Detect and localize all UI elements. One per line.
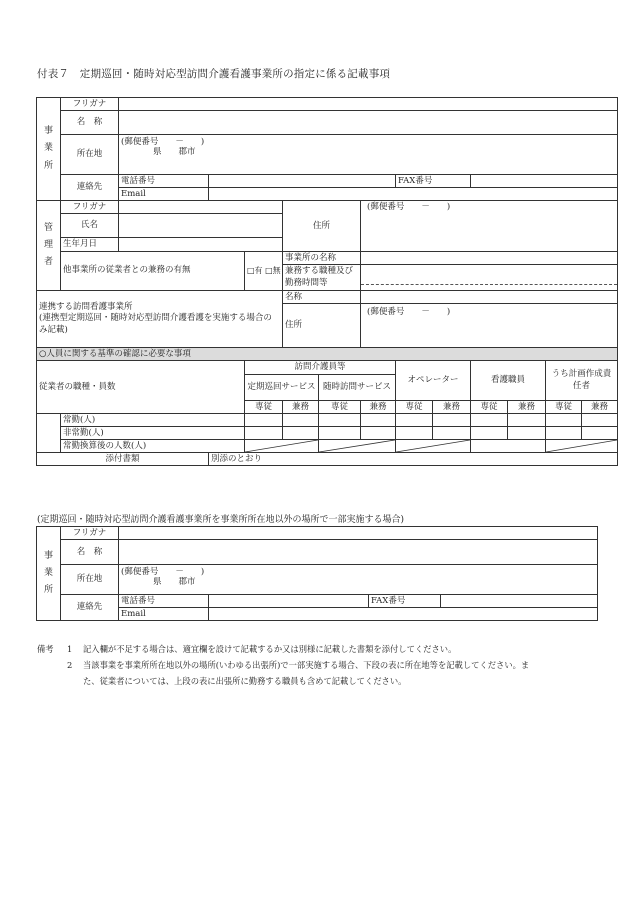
nursing-address-label: 住所 xyxy=(283,304,361,348)
office-group-label: 事 業 所 xyxy=(37,98,61,201)
office-location-label: 所在地 xyxy=(61,135,119,175)
periodic-concurrent-header: 兼務 xyxy=(283,401,319,414)
branch-phone-label: 電話番号 xyxy=(119,595,209,608)
table-row xyxy=(37,414,618,427)
ondemand-service-header: 随時訪問サービス xyxy=(319,375,396,401)
manager-furigana-field[interactable] xyxy=(119,201,283,214)
cell[interactable] xyxy=(582,427,618,440)
notes-section xyxy=(37,641,602,689)
branch-postal: (郵便番号 － ) xyxy=(121,567,205,577)
branch-location-label: 所在地 xyxy=(61,565,119,595)
manager-concurrent-options[interactable] xyxy=(245,252,283,291)
nursing-name-label: 名称 xyxy=(283,291,361,304)
fte-operator-cell xyxy=(396,440,471,453)
homecare-worker-header: 訪問介護員等 xyxy=(245,361,396,375)
office-pref-city: 県 郡市 xyxy=(153,147,196,158)
main-form-table xyxy=(36,97,618,466)
manager-name-label: 氏名 xyxy=(61,214,119,238)
office-phone-field[interactable] xyxy=(209,175,396,188)
cell[interactable] xyxy=(471,427,508,440)
cell[interactable] xyxy=(396,414,433,427)
cell[interactable] xyxy=(319,414,361,427)
cell[interactable] xyxy=(396,427,433,440)
attachments-label: 添付書類 xyxy=(37,453,209,466)
manager-address-field[interactable] xyxy=(361,201,618,252)
periodic-service-header: 定期巡回サービス xyxy=(245,375,319,401)
cell[interactable] xyxy=(245,414,283,427)
manager-concurrent-label: 他事業所の従業者との兼務の有無 xyxy=(61,252,245,291)
branch-location-field[interactable] xyxy=(119,565,598,595)
branch-furigana-field[interactable] xyxy=(119,527,598,540)
concurrent-job-field[interactable] xyxy=(361,265,618,291)
row-fulltime-label: 常勤(人) xyxy=(61,414,245,427)
row-fte-label: 常勤換算後の人数(人) xyxy=(61,440,245,453)
concurrent-job-label: 兼務する職種及び勤務時間等 xyxy=(283,265,361,291)
manager-furigana-label: フリガナ xyxy=(61,201,119,214)
table-row xyxy=(37,440,618,453)
staff-section-header: ○人員に関する基準の確認に必要な事項 xyxy=(37,348,618,361)
fte-planner-cell xyxy=(546,440,618,453)
operator-fulltime-header: 専従 xyxy=(396,401,433,414)
nursing-address-field[interactable] xyxy=(361,304,618,348)
branch-email-field[interactable] xyxy=(209,608,598,621)
office-email-label: Email xyxy=(119,188,209,201)
planner-concurrent-header: 兼務 xyxy=(582,401,618,414)
cell[interactable] xyxy=(283,414,319,427)
cell[interactable] xyxy=(319,427,361,440)
branch-group-label: 事 業 所 xyxy=(37,527,61,621)
nurse-concurrent-header: 兼務 xyxy=(508,401,546,414)
nurse-header: 看護職員 xyxy=(471,361,546,401)
cell[interactable] xyxy=(582,414,618,427)
office-contact-label: 連絡先 xyxy=(61,175,119,201)
nursing-name-field[interactable] xyxy=(361,291,618,304)
manager-name-field[interactable] xyxy=(119,214,283,238)
office-fax-field[interactable] xyxy=(471,175,618,188)
operator-concurrent-header: 兼務 xyxy=(433,401,471,414)
cell[interactable] xyxy=(283,427,319,440)
branch-fax-field[interactable] xyxy=(441,595,598,608)
office-location-field[interactable] xyxy=(119,135,618,175)
branch-name-field[interactable] xyxy=(119,540,598,565)
concurrent-no-checkbox[interactable]: □無 xyxy=(265,266,281,276)
staff-job-label: 従業者の職種・員数 xyxy=(37,361,245,414)
nursing-office-label-cell xyxy=(37,291,283,348)
branch-phone-field[interactable] xyxy=(209,595,369,608)
cell[interactable] xyxy=(433,414,471,427)
other-office-name-label: 事業所の名称 xyxy=(283,252,361,265)
ondemand-concurrent-header: 兼務 xyxy=(361,401,396,414)
nurse-fulltime-header: 専従 xyxy=(471,401,508,414)
note-text: 記入欄が不足する場合は、適宜欄を設けて記載するか又は別様に記載した書類を添付してください。 xyxy=(83,644,457,654)
periodic-fulltime-header: 専従 xyxy=(245,401,283,414)
table-row xyxy=(37,427,618,440)
nursing-postal: (郵便番号 － ) xyxy=(367,307,451,317)
office-postal: (郵便番号 － ) xyxy=(121,137,205,147)
concurrent-yes-checkbox[interactable]: □有 xyxy=(247,266,263,276)
note-item: 備考 1 記入欄が不足する場合は、適宜欄を設けて記載するか又は別様に記載した書類を添付してください。 xyxy=(37,641,602,657)
branch-section-title: (定期巡回・随時対応型訪問介護看護事業所を事業所所在地以外の場所で一部実施する場合) xyxy=(37,515,405,525)
note-text: 当該事業を事業所所在地以外の場所(いわゆる出張所)で一部実施する場合、下段の表に所在地等を記載してください。ま xyxy=(83,660,530,670)
planner-header: うち計画作成責任者 xyxy=(546,361,618,401)
office-name-label: 名 称 xyxy=(61,111,119,135)
branch-form-table xyxy=(36,526,598,621)
cell[interactable] xyxy=(508,414,546,427)
branch-pref-city: 県 郡市 xyxy=(153,577,196,588)
cell[interactable] xyxy=(361,427,396,440)
manager-birthdate-field[interactable] xyxy=(119,238,283,252)
office-phone-label: 電話番号 xyxy=(119,175,209,188)
attachments-value: 別添のとおり xyxy=(209,453,618,466)
cell[interactable] xyxy=(471,414,508,427)
ondemand-fulltime-header: 専従 xyxy=(319,401,361,414)
office-furigana-label: フリガナ xyxy=(61,98,119,111)
branch-email-label: Email xyxy=(119,608,209,621)
planner-fulltime-header: 専従 xyxy=(546,401,582,414)
fte-ondemand-cell xyxy=(319,440,396,453)
branch-contact-label: 連絡先 xyxy=(61,595,119,621)
cell[interactable] xyxy=(433,427,471,440)
office-fax-label: FAX番号 xyxy=(396,175,471,188)
manager-birthdate-label: 生年月日 xyxy=(61,238,119,252)
nursing-office-note: (連携型定期巡回・随時対応型訪問介護看護を実施する場合のみ記載) xyxy=(39,313,272,335)
document-title: 付表７ 定期巡回・随時対応型訪問介護看護事業所の指定に係る記載事項 xyxy=(37,68,391,80)
branch-furigana-label: フリガナ xyxy=(61,527,119,540)
manager-address-label: 住所 xyxy=(283,201,361,252)
branch-fax-label: FAX番号 xyxy=(369,595,441,608)
note-item: 2 当該事業を事業所所在地以外の場所(いわゆる出張所)で一部実施する場合、下段の表に所在地等を記載してください。ま xyxy=(37,657,602,673)
office-email-field[interactable] xyxy=(209,188,618,201)
cell[interactable] xyxy=(361,414,396,427)
nursing-office-label: 連携する訪問看護事業所 xyxy=(39,301,133,312)
notes-label: 備考 xyxy=(37,644,54,654)
cell[interactable] xyxy=(546,427,582,440)
cell[interactable] xyxy=(546,414,582,427)
manager-postal: (郵便番号 － ) xyxy=(367,202,451,212)
branch-name-label: 名 称 xyxy=(61,540,119,565)
cell[interactable] xyxy=(508,427,546,440)
fte-periodic-cell xyxy=(245,440,319,453)
note-text: た、従業者については、上段の表に出張所に勤務する職員も含めて記載してください。 xyxy=(83,676,407,686)
row-parttime-label: 非常勤(人) xyxy=(61,427,245,440)
office-furigana-field[interactable] xyxy=(119,98,618,111)
operator-header: オペレーター xyxy=(396,361,471,401)
fte-nurse-cell[interactable] xyxy=(471,440,546,453)
concurrent-job-line xyxy=(361,271,617,285)
office-name-field[interactable] xyxy=(119,111,618,135)
cell[interactable] xyxy=(245,427,283,440)
manager-group-label: 管 理 者 xyxy=(37,201,61,291)
other-office-name-field[interactable] xyxy=(361,252,618,265)
note-item xyxy=(37,673,602,689)
